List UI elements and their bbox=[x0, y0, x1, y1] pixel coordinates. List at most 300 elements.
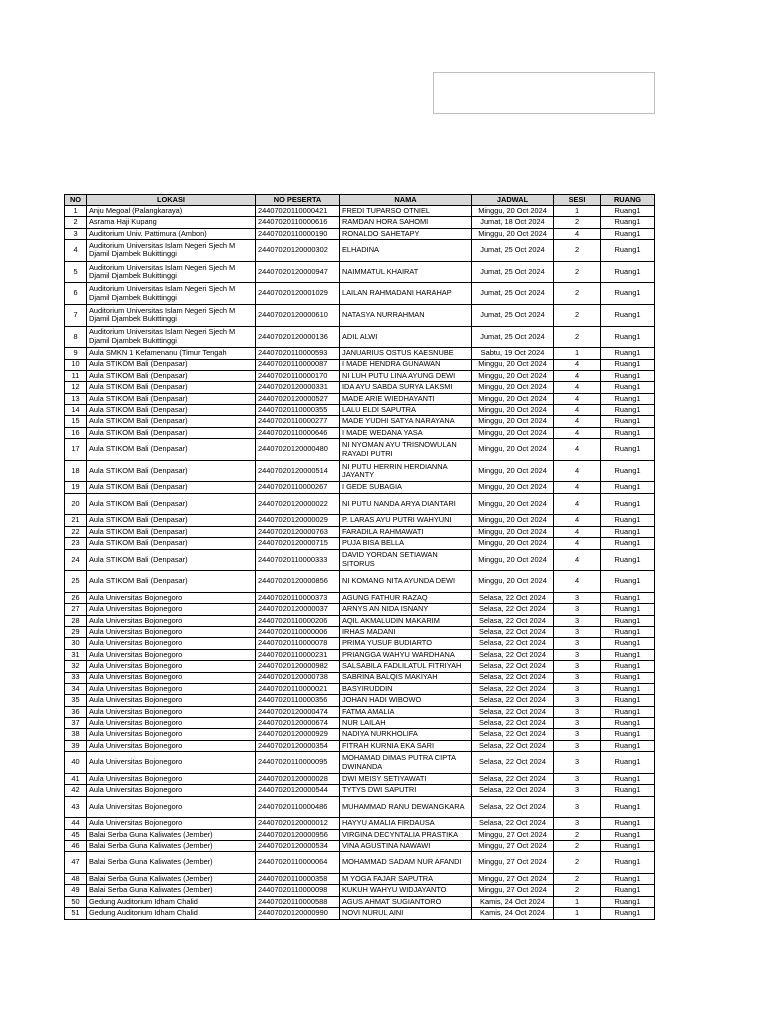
cell-ruang: Ruang1 bbox=[601, 729, 655, 740]
cell-no: 27 bbox=[65, 604, 87, 615]
cell-no-peserta: 24407020110000616 bbox=[256, 217, 340, 228]
cell-nama: M YOGA FAJAR SAPUTRA bbox=[340, 874, 472, 885]
cell-no: 23 bbox=[65, 538, 87, 549]
cell-no-peserta: 24407020110000588 bbox=[256, 896, 340, 907]
cell-ruang: Ruang1 bbox=[601, 885, 655, 896]
cell-jadwal: Selasa, 22 Oct 2024 bbox=[472, 740, 554, 751]
cell-no: 16 bbox=[65, 427, 87, 438]
cell-no-peserta: 24407020120000028 bbox=[256, 773, 340, 784]
cell-lokasi: Auditorium Universitas Islam Negeri Sjech M Djamil Djambek Bukittinggi bbox=[87, 326, 256, 348]
cell-ruang: Ruang1 bbox=[601, 482, 655, 493]
cell-lokasi: Anju Megoal (Palangkaraya) bbox=[87, 206, 256, 217]
cell-no: 46 bbox=[65, 841, 87, 852]
cell-nama: ARNYS AN NIDA ISNANY bbox=[340, 604, 472, 615]
cell-no: 12 bbox=[65, 382, 87, 393]
cell-no-peserta: 24407020120000012 bbox=[256, 818, 340, 829]
cell-no-peserta: 24407020110000087 bbox=[256, 359, 340, 370]
cell-sesi: 2 bbox=[554, 283, 601, 305]
cell-nama: P. LARAS AYU PUTRI WAHYUNI bbox=[340, 515, 472, 526]
cell-lokasi: Aula Universitas Bojonegoro bbox=[87, 695, 256, 706]
cell-ruang: Ruang1 bbox=[601, 460, 655, 482]
cell-ruang: Ruang1 bbox=[601, 493, 655, 515]
cell-lokasi: Aula Universitas Bojonegoro bbox=[87, 626, 256, 637]
cell-lokasi: Aula SMKN 1 Kefamenanu (Timur Tengah bbox=[87, 348, 256, 359]
cell-ruang: Ruang1 bbox=[601, 896, 655, 907]
cell-no-peserta: 24407020120000331 bbox=[256, 382, 340, 393]
table-row bbox=[65, 796, 655, 818]
cell-ruang: Ruang1 bbox=[601, 615, 655, 626]
empty-header-box bbox=[433, 72, 655, 114]
table-row bbox=[65, 240, 655, 262]
cell-no-peserta: 24407020120000929 bbox=[256, 729, 340, 740]
cell-nama: HAYYU AMALIA FIRDAUSA bbox=[340, 818, 472, 829]
table-row bbox=[65, 217, 655, 228]
cell-ruang: Ruang1 bbox=[601, 359, 655, 370]
cell-sesi: 3 bbox=[554, 661, 601, 672]
cell-no: 7 bbox=[65, 304, 87, 326]
cell-ruang: Ruang1 bbox=[601, 841, 655, 852]
table-row bbox=[65, 695, 655, 706]
table-row bbox=[65, 604, 655, 615]
cell-ruang: Ruang1 bbox=[601, 604, 655, 615]
cell-jadwal: Jumat, 25 Oct 2024 bbox=[472, 261, 554, 283]
cell-no-peserta: 24407020120000610 bbox=[256, 304, 340, 326]
cell-ruang: Ruang1 bbox=[601, 439, 655, 461]
cell-sesi: 2 bbox=[554, 874, 601, 885]
table-row bbox=[65, 785, 655, 796]
cell-nama: LAILAN RAHMADANI HARAHAP bbox=[340, 283, 472, 305]
table-row bbox=[65, 228, 655, 239]
cell-jadwal: Selasa, 22 Oct 2024 bbox=[472, 718, 554, 729]
table-row bbox=[65, 370, 655, 381]
cell-ruang: Ruang1 bbox=[601, 217, 655, 228]
cell-nama: NI PUTU NANDA ARYA DIANTARI bbox=[340, 493, 472, 515]
cell-no: 31 bbox=[65, 649, 87, 660]
cell-lokasi: Aula Universitas Bojonegoro bbox=[87, 615, 256, 626]
table-row bbox=[65, 638, 655, 649]
cell-jadwal: Sabtu, 19 Oct 2024 bbox=[472, 348, 554, 359]
cell-ruang: Ruang1 bbox=[601, 796, 655, 818]
cell-no: 24 bbox=[65, 549, 87, 571]
cell-ruang: Ruang1 bbox=[601, 370, 655, 381]
cell-sesi: 4 bbox=[554, 427, 601, 438]
cell-jadwal: Selasa, 22 Oct 2024 bbox=[472, 773, 554, 784]
cell-ruang: Ruang1 bbox=[601, 740, 655, 751]
cell-sesi: 3 bbox=[554, 638, 601, 649]
table-row bbox=[65, 538, 655, 549]
cell-lokasi: Aula STIKOM Bali (Denpasar) bbox=[87, 515, 256, 526]
cell-nama: JOHAN HADI WIBOWO bbox=[340, 695, 472, 706]
cell-nama: RONALDO SAHETAPY bbox=[340, 228, 472, 239]
cell-jadwal: Minggu, 27 Oct 2024 bbox=[472, 874, 554, 885]
cell-lokasi: Aula STIKOM Bali (Denpasar) bbox=[87, 526, 256, 537]
cell-no-peserta: 24407020110000095 bbox=[256, 752, 340, 774]
cell-nama: MADE ARIE WIEDHAYANTI bbox=[340, 393, 472, 404]
cell-jadwal: Minggu, 20 Oct 2024 bbox=[472, 382, 554, 393]
cell-lokasi: Auditorium Univ. Pattimura (Ambon) bbox=[87, 228, 256, 239]
cell-no-peserta: 24407020110000006 bbox=[256, 626, 340, 637]
cell-no: 11 bbox=[65, 370, 87, 381]
cell-jadwal: Selasa, 22 Oct 2024 bbox=[472, 683, 554, 694]
cell-nama: MOHAMMAD SADAM NUR AFANDI bbox=[340, 852, 472, 874]
table-row bbox=[65, 526, 655, 537]
cell-nama: NI LUH PUTU LINA AYUNG DEWI bbox=[340, 370, 472, 381]
cell-nama: PRIMA YUSUF BUDIARTO bbox=[340, 638, 472, 649]
table-row bbox=[65, 818, 655, 829]
cell-nama: I GEDE SUBAGIA bbox=[340, 482, 472, 493]
cell-nama: VIRGINA DECYNTALIA PRASTIKA bbox=[340, 829, 472, 840]
cell-no: 47 bbox=[65, 852, 87, 874]
cell-jadwal: Selasa, 22 Oct 2024 bbox=[472, 615, 554, 626]
cell-nama: DAVID YORDAN SETIAWAN SITORUS bbox=[340, 549, 472, 571]
cell-lokasi: Aula Universitas Bojonegoro bbox=[87, 683, 256, 694]
cell-jadwal: Jumat, 25 Oct 2024 bbox=[472, 304, 554, 326]
table-row bbox=[65, 549, 655, 571]
cell-jadwal: Minggu, 20 Oct 2024 bbox=[472, 549, 554, 571]
cell-sesi: 4 bbox=[554, 571, 601, 593]
cell-ruang: Ruang1 bbox=[601, 773, 655, 784]
cell-nama: MADE YUDHI SATYA NARAYANA bbox=[340, 416, 472, 427]
cell-ruang: Ruang1 bbox=[601, 908, 655, 919]
cell-sesi: 4 bbox=[554, 382, 601, 393]
table-row bbox=[65, 326, 655, 348]
cell-jadwal: Minggu, 20 Oct 2024 bbox=[472, 393, 554, 404]
cell-lokasi: Aula Universitas Bojonegoro bbox=[87, 729, 256, 740]
cell-nama: AGUNG FATHUR RAZAQ bbox=[340, 592, 472, 603]
cell-no-peserta: 24407020120000534 bbox=[256, 841, 340, 852]
cell-no: 6 bbox=[65, 283, 87, 305]
cell-no-peserta: 24407020120000514 bbox=[256, 460, 340, 482]
cell-ruang: Ruang1 bbox=[601, 818, 655, 829]
table-row bbox=[65, 615, 655, 626]
cell-sesi: 3 bbox=[554, 615, 601, 626]
cell-no-peserta: 24407020120000544 bbox=[256, 785, 340, 796]
cell-lokasi: Aula STIKOM Bali (Denpasar) bbox=[87, 416, 256, 427]
cell-nama: FITRAH KURNIA EKA SARI bbox=[340, 740, 472, 751]
cell-ruang: Ruang1 bbox=[601, 592, 655, 603]
cell-ruang: Ruang1 bbox=[601, 785, 655, 796]
cell-sesi: 4 bbox=[554, 538, 601, 549]
cell-jadwal: Selasa, 22 Oct 2024 bbox=[472, 818, 554, 829]
cell-nama: PRIANGGA WAHYU WARDHANA bbox=[340, 649, 472, 660]
table-row bbox=[65, 206, 655, 217]
cell-sesi: 4 bbox=[554, 405, 601, 416]
cell-jadwal: Minggu, 20 Oct 2024 bbox=[472, 460, 554, 482]
cell-nama: RAMDAN HORA SAHOMI bbox=[340, 217, 472, 228]
cell-no-peserta: 24407020110000358 bbox=[256, 874, 340, 885]
table-row bbox=[65, 348, 655, 359]
cell-nama: SALSABILA FADLILATUL FITRIYAH bbox=[340, 661, 472, 672]
cell-nama: LALU ELDI SAPUTRA bbox=[340, 405, 472, 416]
cell-lokasi: Gedung Auditorium Idham Chalid bbox=[87, 908, 256, 919]
cell-lokasi: Aula STIKOM Bali (Denpasar) bbox=[87, 439, 256, 461]
cell-no: 28 bbox=[65, 615, 87, 626]
cell-no: 35 bbox=[65, 695, 87, 706]
cell-sesi: 4 bbox=[554, 393, 601, 404]
table-row bbox=[65, 626, 655, 637]
cell-sesi: 3 bbox=[554, 706, 601, 717]
cell-jadwal: Selasa, 22 Oct 2024 bbox=[472, 626, 554, 637]
cell-ruang: Ruang1 bbox=[601, 549, 655, 571]
cell-sesi: 4 bbox=[554, 460, 601, 482]
cell-ruang: Ruang1 bbox=[601, 718, 655, 729]
cell-sesi: 1 bbox=[554, 348, 601, 359]
cell-sesi: 3 bbox=[554, 604, 601, 615]
header-jadwal: JADWAL bbox=[472, 195, 554, 206]
cell-no: 15 bbox=[65, 416, 87, 427]
table-row bbox=[65, 661, 655, 672]
cell-lokasi: Aula Universitas Bojonegoro bbox=[87, 752, 256, 774]
cell-sesi: 3 bbox=[554, 718, 601, 729]
table-row bbox=[65, 427, 655, 438]
table-row bbox=[65, 261, 655, 283]
cell-nama: VINA AGUSTINA NAWAWI bbox=[340, 841, 472, 852]
cell-lokasi: Aula Universitas Bojonegoro bbox=[87, 773, 256, 784]
cell-lokasi: Aula STIKOM Bali (Denpasar) bbox=[87, 359, 256, 370]
cell-no: 1 bbox=[65, 206, 87, 217]
cell-jadwal: Selasa, 22 Oct 2024 bbox=[472, 672, 554, 683]
cell-no-peserta: 24407020120000763 bbox=[256, 526, 340, 537]
table-row bbox=[65, 683, 655, 694]
cell-nama: PUJA BISA BELLA bbox=[340, 538, 472, 549]
cell-jadwal: Selasa, 22 Oct 2024 bbox=[472, 592, 554, 603]
cell-no: 44 bbox=[65, 818, 87, 829]
table-row bbox=[65, 515, 655, 526]
cell-sesi: 3 bbox=[554, 818, 601, 829]
table-row bbox=[65, 359, 655, 370]
cell-no-peserta: 24407020120000022 bbox=[256, 493, 340, 515]
cell-nama: ADIL ALWI bbox=[340, 326, 472, 348]
header-lokasi: LOKASI bbox=[87, 195, 256, 206]
cell-ruang: Ruang1 bbox=[601, 695, 655, 706]
cell-sesi: 3 bbox=[554, 773, 601, 784]
cell-jadwal: Selasa, 22 Oct 2024 bbox=[472, 638, 554, 649]
cell-no: 20 bbox=[65, 493, 87, 515]
cell-ruang: Ruang1 bbox=[601, 706, 655, 717]
cell-no-peserta: 24407020110000190 bbox=[256, 228, 340, 239]
cell-lokasi: Balai Serba Guna Kaliwates (Jember) bbox=[87, 829, 256, 840]
cell-jadwal: Minggu, 20 Oct 2024 bbox=[472, 359, 554, 370]
cell-jadwal: Minggu, 27 Oct 2024 bbox=[472, 841, 554, 852]
cell-no-peserta: 24407020110000646 bbox=[256, 427, 340, 438]
cell-ruang: Ruang1 bbox=[601, 571, 655, 593]
table-row bbox=[65, 571, 655, 593]
cell-no-peserta: 24407020120000354 bbox=[256, 740, 340, 751]
cell-jadwal: Minggu, 27 Oct 2024 bbox=[472, 852, 554, 874]
cell-nama: FATMA AMALIA bbox=[340, 706, 472, 717]
cell-jadwal: Minggu, 20 Oct 2024 bbox=[472, 515, 554, 526]
table-row bbox=[65, 393, 655, 404]
cell-nama: I MADE WEDANA YASA bbox=[340, 427, 472, 438]
cell-lokasi: Gedung Auditorium Idham Chalid bbox=[87, 896, 256, 907]
cell-no-peserta: 24407020110000486 bbox=[256, 796, 340, 818]
cell-sesi: 2 bbox=[554, 304, 601, 326]
cell-jadwal: Jumat, 25 Oct 2024 bbox=[472, 283, 554, 305]
table-row bbox=[65, 460, 655, 482]
cell-lokasi: Aula STIKOM Bali (Denpasar) bbox=[87, 549, 256, 571]
cell-no-peserta: 24407020110000021 bbox=[256, 683, 340, 694]
cell-jadwal: Selasa, 22 Oct 2024 bbox=[472, 661, 554, 672]
cell-sesi: 2 bbox=[554, 261, 601, 283]
cell-ruang: Ruang1 bbox=[601, 261, 655, 283]
cell-no: 50 bbox=[65, 896, 87, 907]
table-row bbox=[65, 908, 655, 919]
cell-no: 32 bbox=[65, 661, 87, 672]
cell-no: 49 bbox=[65, 885, 87, 896]
header-nama: NAMA bbox=[340, 195, 472, 206]
cell-no: 30 bbox=[65, 638, 87, 649]
cell-sesi: 4 bbox=[554, 439, 601, 461]
cell-nama: AQIL AKMALUDIN MAKARIM bbox=[340, 615, 472, 626]
cell-jadwal: Jumat, 25 Oct 2024 bbox=[472, 326, 554, 348]
cell-no: 48 bbox=[65, 874, 87, 885]
cell-sesi: 3 bbox=[554, 592, 601, 603]
cell-sesi: 2 bbox=[554, 841, 601, 852]
table-row bbox=[65, 740, 655, 751]
cell-lokasi: Aula Universitas Bojonegoro bbox=[87, 785, 256, 796]
cell-no: 43 bbox=[65, 796, 87, 818]
cell-ruang: Ruang1 bbox=[601, 326, 655, 348]
cell-ruang: Ruang1 bbox=[601, 752, 655, 774]
header-no: NO bbox=[65, 195, 87, 206]
cell-nama: IDA AYU SABDA SURYA LAKSMI bbox=[340, 382, 472, 393]
table-row bbox=[65, 852, 655, 874]
cell-no-peserta: 24407020110000098 bbox=[256, 885, 340, 896]
table-row bbox=[65, 649, 655, 660]
cell-no-peserta: 24407020120000715 bbox=[256, 538, 340, 549]
cell-lokasi: Aula STIKOM Bali (Denpasar) bbox=[87, 382, 256, 393]
cell-no-peserta: 24407020110000206 bbox=[256, 615, 340, 626]
cell-no-peserta: 24407020120000856 bbox=[256, 571, 340, 593]
cell-sesi: 4 bbox=[554, 228, 601, 239]
cell-ruang: Ruang1 bbox=[601, 206, 655, 217]
cell-nama: MOHAMAD DIMAS PUTRA CIPTA DWINANDA bbox=[340, 752, 472, 774]
cell-sesi: 4 bbox=[554, 416, 601, 427]
cell-lokasi: Aula Universitas Bojonegoro bbox=[87, 706, 256, 717]
cell-no-peserta: 24407020110000373 bbox=[256, 592, 340, 603]
cell-no: 17 bbox=[65, 439, 87, 461]
cell-no-peserta: 24407020120000302 bbox=[256, 240, 340, 262]
cell-jadwal: Selasa, 22 Oct 2024 bbox=[472, 796, 554, 818]
cell-no-peserta: 24407020110000064 bbox=[256, 852, 340, 874]
cell-no-peserta: 24407020120000982 bbox=[256, 661, 340, 672]
cell-lokasi: Aula Universitas Bojonegoro bbox=[87, 649, 256, 660]
table-row bbox=[65, 382, 655, 393]
cell-lokasi: Aula STIKOM Bali (Denpasar) bbox=[87, 538, 256, 549]
cell-no-peserta: 24407020110000170 bbox=[256, 370, 340, 381]
cell-no: 51 bbox=[65, 908, 87, 919]
cell-no: 45 bbox=[65, 829, 87, 840]
cell-nama: NOVI NURUL AINI bbox=[340, 908, 472, 919]
cell-no-peserta: 24407020120000037 bbox=[256, 604, 340, 615]
cell-sesi: 2 bbox=[554, 217, 601, 228]
cell-ruang: Ruang1 bbox=[601, 228, 655, 239]
cell-sesi: 3 bbox=[554, 672, 601, 683]
cell-no: 5 bbox=[65, 261, 87, 283]
cell-jadwal: Minggu, 20 Oct 2024 bbox=[472, 405, 554, 416]
cell-lokasi: Balai Serba Guna Kaliwates (Jember) bbox=[87, 841, 256, 852]
cell-no: 13 bbox=[65, 393, 87, 404]
cell-ruang: Ruang1 bbox=[601, 626, 655, 637]
cell-ruang: Ruang1 bbox=[601, 538, 655, 549]
cell-lokasi: Aula Universitas Bojonegoro bbox=[87, 672, 256, 683]
cell-jadwal: Selasa, 22 Oct 2024 bbox=[472, 649, 554, 660]
cell-no-peserta: 24407020110000593 bbox=[256, 348, 340, 359]
cell-no-peserta: 24407020120000527 bbox=[256, 393, 340, 404]
cell-no-peserta: 24407020110000355 bbox=[256, 405, 340, 416]
cell-sesi: 1 bbox=[554, 206, 601, 217]
cell-jadwal: Selasa, 22 Oct 2024 bbox=[472, 785, 554, 796]
cell-no-peserta: 24407020110000333 bbox=[256, 549, 340, 571]
cell-jadwal: Minggu, 20 Oct 2024 bbox=[472, 416, 554, 427]
cell-nama: JANUARIUS OSTUS KAESNUBE bbox=[340, 348, 472, 359]
cell-jadwal: Selasa, 22 Oct 2024 bbox=[472, 752, 554, 774]
cell-jadwal: Minggu, 20 Oct 2024 bbox=[472, 228, 554, 239]
cell-no: 21 bbox=[65, 515, 87, 526]
cell-lokasi: Aula Universitas Bojonegoro bbox=[87, 604, 256, 615]
table-row bbox=[65, 439, 655, 461]
cell-lokasi: Aula STIKOM Bali (Denpasar) bbox=[87, 460, 256, 482]
cell-nama: TYTYS DWI SAPUTRI bbox=[340, 785, 472, 796]
cell-nama: NUR LAILAH bbox=[340, 718, 472, 729]
cell-no-peserta: 24407020110000231 bbox=[256, 649, 340, 660]
cell-lokasi: Auditorium Universitas Islam Negeri Sjech M Djamil Djambek Bukittinggi bbox=[87, 261, 256, 283]
cell-sesi: 2 bbox=[554, 240, 601, 262]
cell-ruang: Ruang1 bbox=[601, 348, 655, 359]
cell-no: 25 bbox=[65, 571, 87, 593]
cell-nama: NI NYOMAN AYU TRISNOWULAN RAYADI PUTRI bbox=[340, 439, 472, 461]
cell-lokasi: Asrama Haji Kupang bbox=[87, 217, 256, 228]
cell-jadwal: Minggu, 20 Oct 2024 bbox=[472, 370, 554, 381]
table-row bbox=[65, 405, 655, 416]
table-header-row bbox=[65, 195, 655, 206]
cell-no: 2 bbox=[65, 217, 87, 228]
cell-jadwal: Minggu, 20 Oct 2024 bbox=[472, 493, 554, 515]
cell-no: 19 bbox=[65, 482, 87, 493]
cell-ruang: Ruang1 bbox=[601, 638, 655, 649]
table-row bbox=[65, 493, 655, 515]
cell-nama: DWI MEISY SETIYAWATI bbox=[340, 773, 472, 784]
cell-ruang: Ruang1 bbox=[601, 283, 655, 305]
cell-no: 14 bbox=[65, 405, 87, 416]
cell-lokasi: Aula STIKOM Bali (Denpasar) bbox=[87, 405, 256, 416]
cell-sesi: 3 bbox=[554, 649, 601, 660]
cell-jadwal: Jumat, 25 Oct 2024 bbox=[472, 240, 554, 262]
table-row bbox=[65, 841, 655, 852]
cell-ruang: Ruang1 bbox=[601, 829, 655, 840]
cell-nama: KUKUH WAHYU WIDJAYANTO bbox=[340, 885, 472, 896]
cell-no-peserta: 24407020120000738 bbox=[256, 672, 340, 683]
cell-nama: NAIMMATUL KHAIRAT bbox=[340, 261, 472, 283]
cell-sesi: 3 bbox=[554, 796, 601, 818]
cell-sesi: 3 bbox=[554, 729, 601, 740]
cell-lokasi: Aula Universitas Bojonegoro bbox=[87, 740, 256, 751]
cell-no-peserta: 24407020120000480 bbox=[256, 439, 340, 461]
cell-jadwal: Minggu, 20 Oct 2024 bbox=[472, 526, 554, 537]
cell-ruang: Ruang1 bbox=[601, 526, 655, 537]
cell-no-peserta: 24407020120000136 bbox=[256, 326, 340, 348]
cell-lokasi: Aula STIKOM Bali (Denpasar) bbox=[87, 370, 256, 381]
cell-sesi: 3 bbox=[554, 740, 601, 751]
cell-jadwal: Minggu, 20 Oct 2024 bbox=[472, 482, 554, 493]
cell-no: 3 bbox=[65, 228, 87, 239]
cell-lokasi: Aula STIKOM Bali (Denpasar) bbox=[87, 427, 256, 438]
table-row bbox=[65, 672, 655, 683]
cell-lokasi: Balai Serba Guna Kaliwates (Jember) bbox=[87, 852, 256, 874]
cell-sesi: 3 bbox=[554, 626, 601, 637]
cell-no: 40 bbox=[65, 752, 87, 774]
cell-jadwal: Minggu, 27 Oct 2024 bbox=[472, 829, 554, 840]
